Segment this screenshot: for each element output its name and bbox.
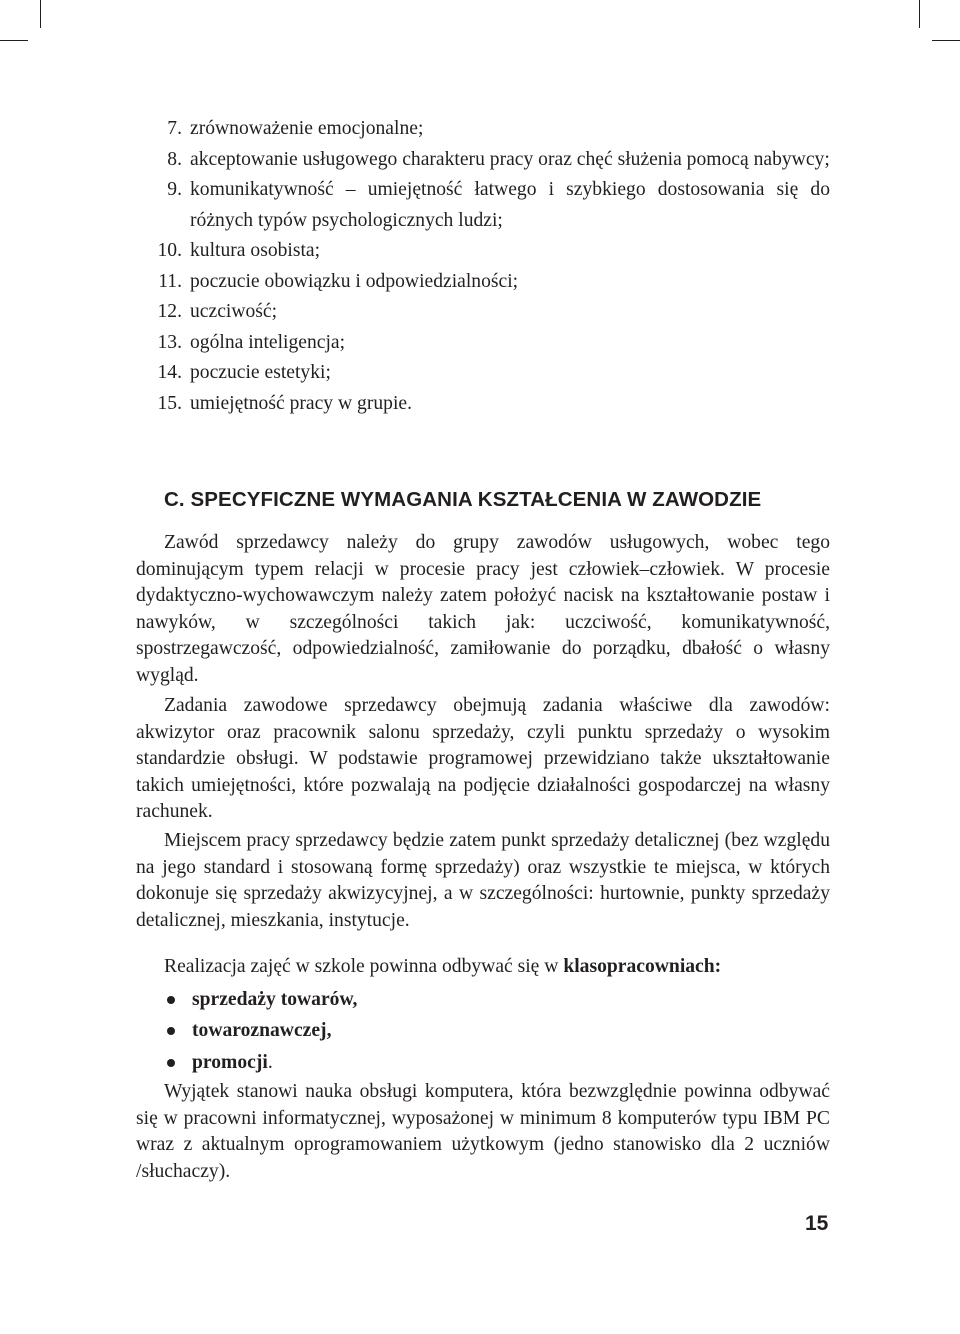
bullet-tail: . [267,1051,273,1073]
paragraph-classrooms-intro [136,954,830,981]
list-item-number: 7. [167,118,182,139]
list-item-text: akceptowanie usługowego charakteru pracy oraz chęć służenia pomocą nabywcy; [190,148,830,170]
paragraph-lead: Realizacja zajęć w szkole powinna odbywać się w [164,956,564,977]
paragraph-text [136,954,830,981]
paragraph-text: Zawód sprzedawcy należy do grupy zawodów usługowych, wobec tego dominującym typem relacji w procesie pracy jest człowiek–człowiek. W procesie dydaktyczno-wychowawczym należy zatem położyć nacisk na kształtowanie postaw i nawyków, w szczególności takich jak: uczciwość, komunikatywność, spostrzegawczość, odpowiedzialność, zamiłowanie do porządku, dbałość o własny wygląd. [136,532,830,686]
crop-mark-right-horizontal [932,40,960,41]
bullet-text: promocji [192,1051,268,1073]
list-item [136,145,830,176]
paragraph-computer-lab [136,1079,830,1185]
paragraph-bold-term: klasopracowniach: [563,956,722,977]
list-item-number: 11. [158,270,182,292]
paragraph-tasks [136,693,830,826]
crop-mark-left-horizontal [0,40,28,41]
list-item [136,236,830,267]
bullet-list [164,984,824,1078]
bullet-dot-icon [167,996,175,1004]
page-number: 15 [805,1212,829,1235]
list-item [136,297,830,328]
crop-mark-left-vertical [40,0,41,28]
list-item-number: 15. [157,392,182,414]
list-item [136,328,830,359]
list-item-text: poczucie estetyki; [190,362,331,383]
list-item-number: 14. [157,362,182,383]
list-item-number: 12. [157,301,182,322]
bullet-item [164,984,824,1015]
bullet-text: towaroznawczej, [192,1020,332,1042]
list-item-number: 13. [157,331,182,353]
list-item-text: kultura osobista; [190,240,321,261]
paragraph-profession [136,530,830,690]
numbered-list [136,114,830,419]
list-item-number: 9. [167,179,182,200]
bullet-item [164,1047,824,1078]
list-item [136,114,830,145]
paragraph-text: Zadania zawodowe sprzedawcy obejmują zadania właściwe dla zawodów: akwizytor oraz pracownik salonu sprzedaży, czyli punktu sprzedaży o wysokim standardzie obsługi. W podstawie programowej przewidziano także ukształtowanie takich umiejętności, które pozwalają na podjęcie działalności gospodarczej na własny rachunek. [136,695,830,823]
list-item [136,267,830,298]
list-item-text: umiejętność pracy w grupie. [190,392,412,414]
list-item-text: komunikatywność – umiejętność łatwego i szybkiego dostosowania się do różnych typów psychologicznych ludzi; [190,179,830,231]
bullet-text: sprzedaży towarów, [192,989,358,1010]
list-item-text: poczucie obowiązku i odpowiedzialności; [190,270,519,292]
paragraph-text: Miejscem pracy sprzedawcy będzie zatem punkt sprzedaży detalicznej (bez względu na jego standard i stosowaną formę sprzedaży) oraz wszystkie te miejsca, w których dokonuje się sprzedaży akwizycyjnej, a w szczególności: hurtownie, punkty sprzedaży detalicznej, mieszkania, instytucje. [136,830,830,931]
crop-mark-right-vertical [919,0,920,28]
list-item-text: ogólna inteligencja; [190,331,346,353]
list-item-number: 8. [167,148,182,170]
bullet-item [164,1015,824,1046]
list-item [136,389,830,420]
list-item-text: zrównoważenie emocjonalne; [190,118,424,139]
section-heading: C. SPECYFICZNE WYMAGANIA KSZTAŁCENIA W ZAWODZIE [164,488,762,511]
list-item-text: uczciwość; [190,301,278,322]
list-item [136,358,830,389]
bullet-dot-icon [167,1027,175,1035]
bullet-dot-icon [167,1059,175,1067]
list-item-number: 10. [157,240,182,261]
paragraph-text: Wyjątek stanowi nauka obsługi komputera, która bezwzględnie powinna odbywać się w pracowni informatycznej, wyposażonej w minimum 8 komputerów typu IBM PC wraz z aktualnym oprogramowaniem użytkowym (jedno stanowisko dla 2 uczniów /słuchaczy). [136,1081,830,1182]
list-item [136,175,830,236]
paragraph-workplace [136,828,830,934]
